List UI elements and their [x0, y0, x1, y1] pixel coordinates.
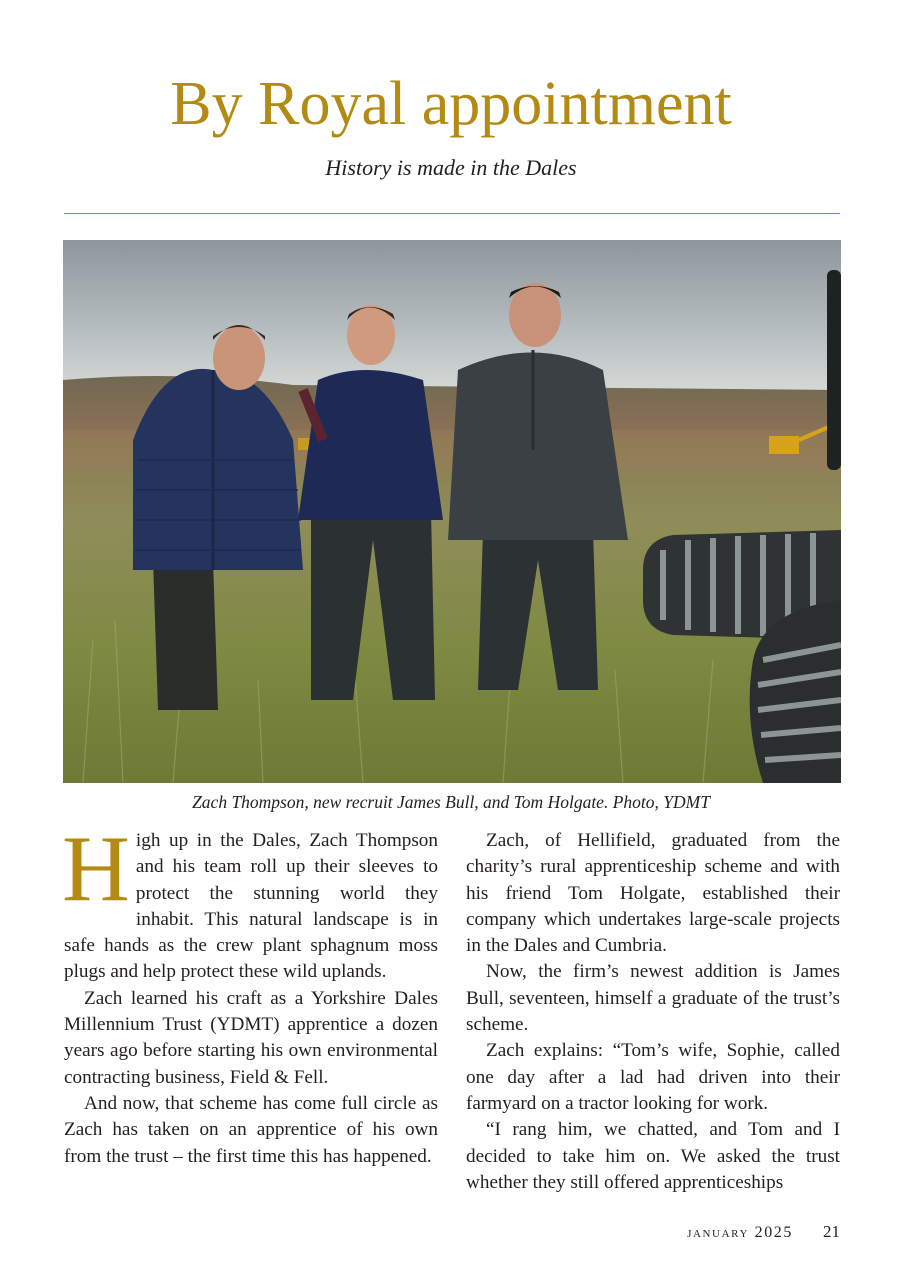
- title-divider: [64, 213, 840, 214]
- issue-date: january 2025: [687, 1224, 793, 1241]
- body-paragraph: “I rang him, we chatted, and Tom and I decided to take him on. We asked the trust whether they still offered apprenticeships: [466, 1119, 840, 1193]
- body-paragraph: Now, the firm’s newest addition is James Bull, seventeen, himself a graduate of the trust’s scheme.: [466, 961, 840, 1036]
- body-column-right: [466, 828, 840, 1196]
- photo-caption: Zach Thompson, new recruit James Bull, and Tom Holgate. Photo, YDMT: [192, 792, 710, 812]
- body-paragraph: Zach, of Hellifield, graduated from the charity’s rural apprenticeship scheme and with his friend Tom Holgate, established their company which undertakes large-scale projects in the Dales and Cumbria.: [466, 830, 840, 957]
- drop-cap: H: [62, 817, 130, 921]
- article-subtitle: History is made in the Dales: [325, 155, 577, 180]
- body-column-left: [62, 817, 438, 1170]
- body-paragraph: And now, that scheme has come full circle as Zach has taken on an apprentice of his own from the trust – the first time this has happened.: [64, 1092, 438, 1167]
- article-photo: [63, 240, 841, 783]
- page-number: 21: [823, 1222, 840, 1241]
- page-footer: [687, 1221, 840, 1244]
- body-paragraph: High up in the Dales, Zach Thompson and his team roll up their sleeves to protect the stunning world they inhabit. This natural landscape is in safe hands as the crew plant sphagnum moss plugs and help protect these wild uplands.: [62, 817, 438, 983]
- article-title: By Royal appointment: [170, 70, 732, 138]
- body-paragraph: Zach explains: “Tom’s wife, Sophie, called one day after a lad had driven into their farmyard on a tractor looking for work.: [466, 1040, 840, 1114]
- body-paragraph: Zach learned his craft as a Yorkshire Dales Millennium Trust (YDMT) apprentice a dozen years ago before starting his own environmental contracting business, Field & Fell.: [64, 987, 438, 1088]
